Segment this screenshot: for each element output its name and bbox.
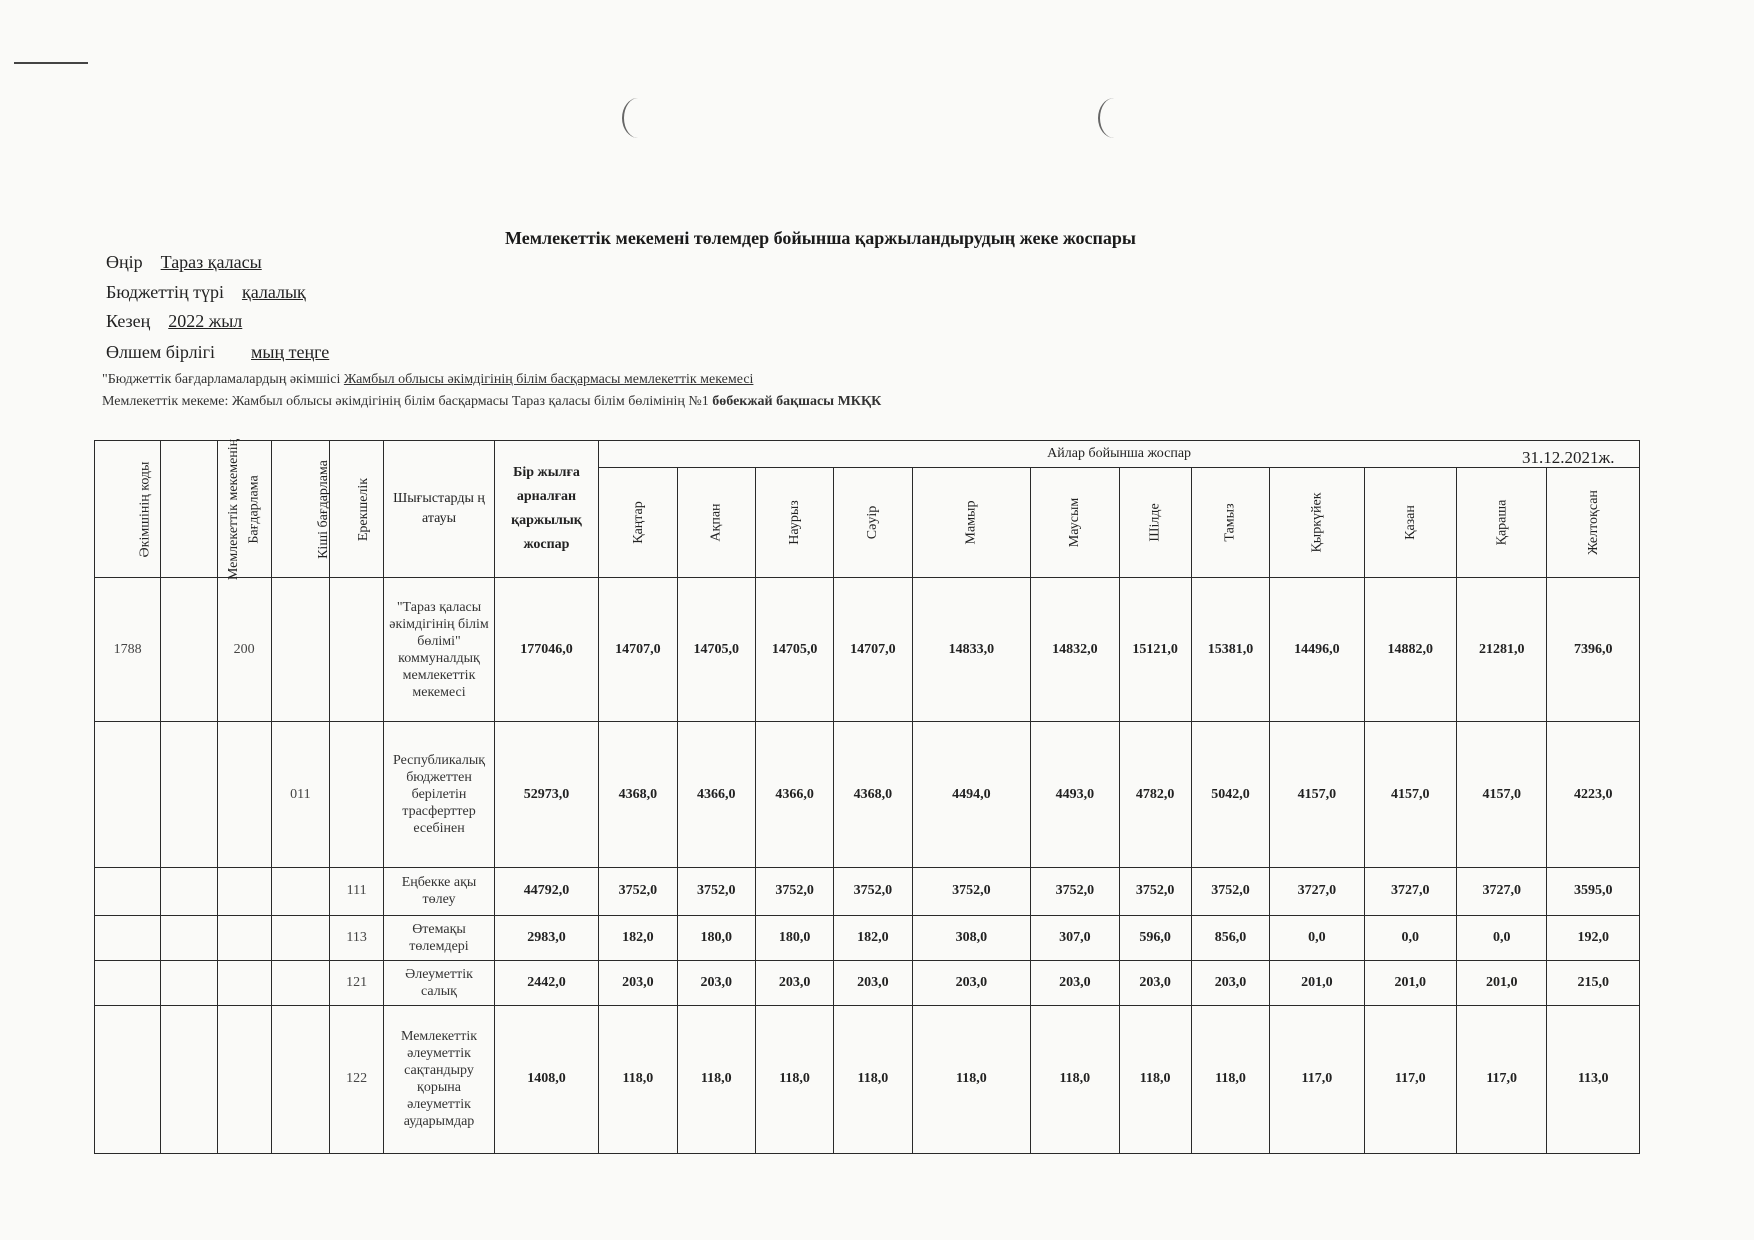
cell-month-value: 118,0 <box>755 1005 833 1154</box>
cell-month-value: 596,0 <box>1119 915 1191 960</box>
cell-month-value: 118,0 <box>834 1005 912 1154</box>
scan-mark <box>14 62 88 64</box>
cell-program <box>217 960 271 1005</box>
meta-value: 2022 жыл <box>168 311 243 331</box>
meta-label: Өлшем бірлігі <box>106 342 216 362</box>
cell-month-value: 203,0 <box>677 960 755 1005</box>
table-row <box>95 722 1640 868</box>
meta-budget-type <box>106 282 306 303</box>
cell-month-value: 118,0 <box>912 1005 1031 1154</box>
header-month: Қаңтар <box>599 468 677 578</box>
meta-region <box>106 252 262 273</box>
cell-month-value: 4368,0 <box>834 722 912 868</box>
header-month: Желтоқсан <box>1547 468 1640 578</box>
cell-month-value: 15381,0 <box>1191 578 1269 722</box>
cell-month-value: 3595,0 <box>1547 868 1640 915</box>
cell-month-value: 201,0 <box>1364 960 1456 1005</box>
cell-specific <box>330 722 384 868</box>
cell-month-value: 0,0 <box>1457 915 1547 960</box>
header-month: Тамыз <box>1191 468 1269 578</box>
cell-admin-code <box>95 722 161 868</box>
cell-month-value: 118,0 <box>599 1005 677 1154</box>
cell-admin-code <box>95 960 161 1005</box>
cell-month-value: 4157,0 <box>1364 722 1456 868</box>
table-row <box>95 868 1640 915</box>
cell-month-value: 192,0 <box>1547 915 1640 960</box>
cell-specific: 111 <box>330 868 384 915</box>
header-annual-plan: Бір жылға арналған қаржылық жоспар <box>494 441 598 578</box>
cell-program: 200 <box>217 578 271 722</box>
cell-month-value: 203,0 <box>1031 960 1119 1005</box>
cell-specific: 113 <box>330 915 384 960</box>
document-title: Мемлекеттік мекемені төлемдер бойынша қаржыландырудың жеке жоспары <box>505 228 1136 248</box>
institution-line <box>102 394 881 410</box>
cell-month-value: 203,0 <box>1191 960 1269 1005</box>
cell-month-value: 203,0 <box>834 960 912 1005</box>
cell-subprogram <box>271 868 329 915</box>
admin-value: Жамбыл облысы әкімдігінің білім басқармасы мемлекеттік мекемесі <box>343 372 754 387</box>
meta-label: Бюджеттің түрі <box>106 282 224 302</box>
cell-month-value: 4157,0 <box>1457 722 1547 868</box>
cell-month-value: 118,0 <box>1031 1005 1119 1154</box>
cell-institution <box>161 1005 217 1154</box>
meta-label: Кезең <box>106 311 151 331</box>
table-row <box>95 915 1640 960</box>
header-institution: Мемлекеттік мекеменің <box>161 441 217 578</box>
cell-month-value: 180,0 <box>677 915 755 960</box>
header-month: Қазан <box>1364 468 1456 578</box>
cell-month-value: 14833,0 <box>912 578 1031 722</box>
cell-name: Әлеуметтік салық <box>384 960 494 1005</box>
cell-specific: 122 <box>330 1005 384 1154</box>
cell-month-value: 14832,0 <box>1031 578 1119 722</box>
cell-month-value: 3727,0 <box>1364 868 1456 915</box>
financing-plan-table <box>94 440 1640 1154</box>
cell-month-value: 117,0 <box>1364 1005 1456 1154</box>
cell-annual-plan: 2442,0 <box>494 960 598 1005</box>
cell-name: Өтемақы төлемдері <box>384 915 494 960</box>
cell-annual-plan: 52973,0 <box>494 722 598 868</box>
cell-month-value: 15121,0 <box>1119 578 1191 722</box>
cell-institution <box>161 722 217 868</box>
header-specific: Ерекшелік <box>330 441 384 578</box>
cell-admin-code: 1788 <box>95 578 161 722</box>
institution-bold: бөбекжай бақшасы МКҚК <box>712 394 882 409</box>
meta-value: мың теңге <box>251 342 330 362</box>
cell-month-value: 4157,0 <box>1270 722 1364 868</box>
cell-annual-plan: 2983,0 <box>494 915 598 960</box>
table-row <box>95 1005 1640 1154</box>
cell-program <box>217 722 271 868</box>
cell-month-value: 3727,0 <box>1270 868 1364 915</box>
cell-month-value: 308,0 <box>912 915 1031 960</box>
cell-month-value: 4366,0 <box>755 722 833 868</box>
cell-subprogram: 011 <box>271 722 329 868</box>
cell-month-value: 4782,0 <box>1119 722 1191 868</box>
meta-value: қалалық <box>241 282 306 302</box>
cell-subprogram <box>271 960 329 1005</box>
table-row <box>95 960 1640 1005</box>
cell-month-value: 3752,0 <box>755 868 833 915</box>
cell-annual-plan: 1408,0 <box>494 1005 598 1154</box>
cell-month-value: 3752,0 <box>599 868 677 915</box>
cell-month-value: 3752,0 <box>1031 868 1119 915</box>
admin-prefix: "Бюджеттік бағдарламалардың әкімшісі <box>102 372 341 387</box>
cell-month-value: 14707,0 <box>834 578 912 722</box>
cell-name: Еңбекке ақы төлеу <box>384 868 494 915</box>
cell-month-value: 201,0 <box>1457 960 1547 1005</box>
header-subprogram: Кіші бағдарлама <box>271 441 329 578</box>
cell-month-value: 118,0 <box>1119 1005 1191 1154</box>
cell-month-value: 215,0 <box>1547 960 1640 1005</box>
punch-hole-left <box>622 98 654 138</box>
cell-specific <box>330 578 384 722</box>
cell-month-value: 7396,0 <box>1547 578 1640 722</box>
header-month: Наурыз <box>755 468 833 578</box>
cell-annual-plan: 177046,0 <box>494 578 598 722</box>
cell-month-value: 203,0 <box>1119 960 1191 1005</box>
cell-month-value: 4368,0 <box>599 722 677 868</box>
meta-value: Тараз қаласы <box>160 252 262 272</box>
cell-month-value: 4223,0 <box>1547 722 1640 868</box>
cell-specific: 121 <box>330 960 384 1005</box>
cell-month-value: 118,0 <box>1191 1005 1269 1154</box>
cell-name: Мемлекеттік әлеуметтік сақтандыру қорына әлеуметтік аударымдар <box>384 1005 494 1154</box>
cell-month-value: 4494,0 <box>912 722 1031 868</box>
cell-month-value: 14882,0 <box>1364 578 1456 722</box>
cell-month-value: 3752,0 <box>912 868 1031 915</box>
cell-institution <box>161 960 217 1005</box>
meta-period <box>106 311 242 332</box>
document-date: 31.12.2021ж. <box>1522 448 1615 467</box>
cell-month-value: 3752,0 <box>834 868 912 915</box>
cell-subprogram <box>271 915 329 960</box>
cell-month-value: 203,0 <box>755 960 833 1005</box>
cell-month-value: 203,0 <box>599 960 677 1005</box>
cell-month-value: 21281,0 <box>1457 578 1547 722</box>
cell-month-value: 0,0 <box>1270 915 1364 960</box>
header-month: Сәуір <box>834 468 912 578</box>
cell-month-value: 4493,0 <box>1031 722 1119 868</box>
cell-month-value: 0,0 <box>1364 915 1456 960</box>
meta-label: Өңір <box>106 252 143 272</box>
header-name: Шығыстарды ң атауы <box>384 441 494 578</box>
cell-program <box>217 1005 271 1154</box>
cell-month-value: 307,0 <box>1031 915 1119 960</box>
cell-subprogram <box>271 1005 329 1154</box>
cell-admin-code <box>95 915 161 960</box>
cell-month-value: 856,0 <box>1191 915 1269 960</box>
cell-annual-plan: 44792,0 <box>494 868 598 915</box>
cell-month-value: 3752,0 <box>1191 868 1269 915</box>
header-month: Маусым <box>1031 468 1119 578</box>
cell-month-value: 4366,0 <box>677 722 755 868</box>
punch-hole-right <box>1098 98 1130 138</box>
cell-month-value: 182,0 <box>834 915 912 960</box>
cell-name: Республикалық бюджеттен берілетін трасферттер есебінен <box>384 722 494 868</box>
header-months-group: Айлар бойынша жоспар <box>599 441 1640 468</box>
header-month: Шілде <box>1119 468 1191 578</box>
cell-month-value: 3752,0 <box>677 868 755 915</box>
cell-institution <box>161 915 217 960</box>
cell-month-value: 113,0 <box>1547 1005 1640 1154</box>
cell-subprogram <box>271 578 329 722</box>
admin-line <box>102 372 753 388</box>
header-admin-code: Әкімшінің коды <box>95 441 161 578</box>
cell-month-value: 118,0 <box>677 1005 755 1154</box>
cell-month-value: 182,0 <box>599 915 677 960</box>
cell-month-value: 203,0 <box>912 960 1031 1005</box>
table-body <box>95 578 1640 1154</box>
header-month: Қыркүйек <box>1270 468 1364 578</box>
cell-institution <box>161 578 217 722</box>
header-month: Қараша <box>1457 468 1547 578</box>
meta-unit <box>106 342 329 363</box>
header-month: Мамыр <box>912 468 1031 578</box>
header-program: Бағдарлама <box>217 441 271 578</box>
cell-month-value: 14705,0 <box>677 578 755 722</box>
cell-program <box>217 868 271 915</box>
cell-institution <box>161 868 217 915</box>
institution-prefix: Мемлекеттік мекеме: Жамбыл облысы әкімдігінің білім басқармасы Тараз қаласы білім бөлімінің №1 <box>102 394 709 409</box>
table-row <box>95 578 1640 722</box>
cell-month-value: 3752,0 <box>1119 868 1191 915</box>
cell-admin-code <box>95 1005 161 1154</box>
cell-month-value: 3727,0 <box>1457 868 1547 915</box>
cell-month-value: 117,0 <box>1270 1005 1364 1154</box>
header-month: Ақпан <box>677 468 755 578</box>
cell-month-value: 14707,0 <box>599 578 677 722</box>
cell-program <box>217 915 271 960</box>
cell-month-value: 180,0 <box>755 915 833 960</box>
cell-month-value: 201,0 <box>1270 960 1364 1005</box>
cell-admin-code <box>95 868 161 915</box>
cell-month-value: 117,0 <box>1457 1005 1547 1154</box>
cell-month-value: 5042,0 <box>1191 722 1269 868</box>
cell-month-value: 14705,0 <box>755 578 833 722</box>
cell-name: "Тараз қаласы әкімдігінің білім бөлімі" коммуналдық мемлекеттік мекемесі <box>384 578 494 722</box>
cell-month-value: 14496,0 <box>1270 578 1364 722</box>
